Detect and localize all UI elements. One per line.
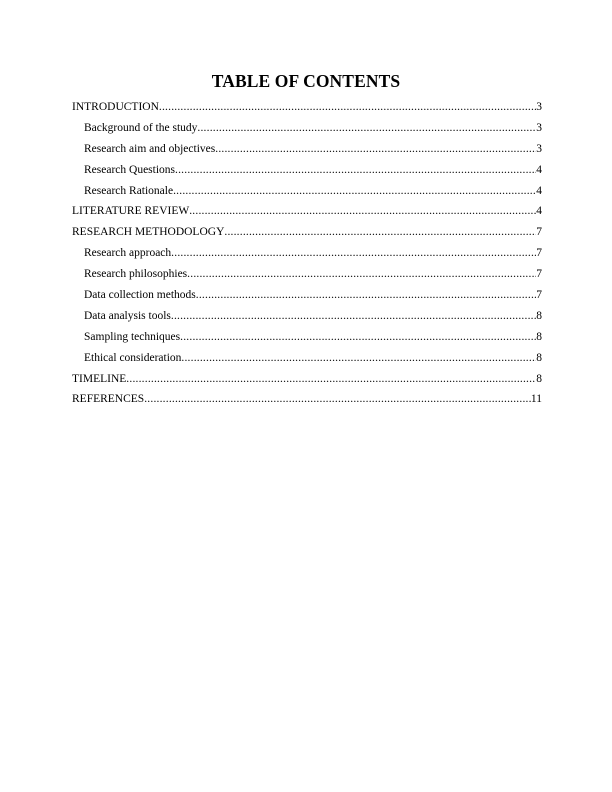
toc-entry-label: Background of the study [84, 121, 198, 134]
toc-entry-page-number: 3 [536, 101, 542, 113]
toc-entry-label: Sampling techniques [84, 330, 181, 343]
toc-entry-label: Data collection methods [84, 289, 196, 302]
toc-entry-page-number: 3 [536, 142, 542, 155]
toc-entry-label: LITERATURE REVIEW [72, 205, 190, 218]
toc-entry-label: INTRODUCTION [72, 101, 159, 113]
toc-entry-page-number: 8 [536, 351, 542, 364]
dot-leader [215, 139, 536, 160]
dot-leader [196, 285, 536, 306]
toc-entry-page-number: 3 [536, 121, 542, 134]
toc-entry-data-collection-methods[interactable] [72, 285, 542, 306]
toc-entry-label: RESEARCH METHODOLOGY [72, 226, 225, 239]
toc-entry-page-number: 8 [536, 372, 542, 385]
toc-entry-references[interactable] [72, 389, 542, 410]
dot-leader [224, 222, 536, 243]
dot-leader [159, 97, 536, 118]
toc-entry-research-questions[interactable] [72, 160, 542, 181]
toc-entry-data-analysis-tools[interactable] [72, 306, 542, 327]
dot-leader [173, 181, 536, 202]
toc-entry-label: Research approach [84, 247, 172, 260]
toc-entry-page-number: 7 [536, 289, 542, 302]
dot-leader [181, 348, 536, 369]
toc-entry-sampling-techniques[interactable] [72, 327, 542, 348]
toc-entry-label: TIMELINE [72, 372, 127, 385]
toc-entry-label: Research Questions [84, 163, 176, 176]
toc-entry-research-approach[interactable] [72, 243, 542, 264]
toc-entry-label: REFERENCES [72, 393, 145, 406]
toc-entry-research-rationale[interactable] [72, 181, 542, 202]
toc-entry-introduction[interactable] [72, 97, 542, 118]
dot-leader [144, 389, 531, 410]
toc-entry-timeline[interactable] [72, 369, 542, 390]
toc-entry-page-number: 7 [536, 247, 542, 260]
toc-entry-label: Research aim and objectives [84, 142, 216, 155]
dot-leader [171, 243, 536, 264]
table-of-contents [72, 97, 542, 410]
toc-entry-page-number: 7 [536, 226, 542, 239]
toc-entry-page-number: 8 [536, 309, 542, 322]
toc-entry-ethical-consideration[interactable] [72, 348, 542, 369]
dot-leader [126, 369, 536, 390]
toc-entry-page-number: 11 [530, 393, 542, 406]
dot-leader [189, 201, 536, 222]
toc-entry-background-of-the-study[interactable] [72, 118, 542, 139]
toc-title: TABLE OF CONTENTS [211, 71, 401, 91]
toc-entry-label: Ethical consideration [84, 351, 182, 364]
toc-entry-page-number: 4 [536, 205, 542, 218]
toc-entry-research-aim-and-objectives[interactable] [72, 139, 542, 160]
dot-leader [180, 327, 536, 348]
toc-entry-label: Data analysis tools [84, 309, 171, 322]
dot-leader [197, 118, 536, 139]
dot-leader [187, 264, 536, 285]
dot-leader [171, 306, 536, 327]
toc-entry-label: Research philosophies [84, 268, 188, 281]
toc-entry-research-methodology[interactable] [72, 222, 542, 243]
toc-entry-page-number: 8 [536, 330, 542, 343]
toc-entry-page-number: 4 [536, 184, 542, 197]
toc-entry-research-philosophies[interactable] [72, 264, 542, 285]
dot-leader [175, 160, 536, 181]
toc-entry-label: Research Rationale [84, 184, 174, 197]
toc-entry-page-number: 7 [536, 268, 542, 281]
toc-entry-literature-review[interactable] [72, 201, 542, 222]
toc-entry-page-number: 4 [536, 163, 542, 176]
